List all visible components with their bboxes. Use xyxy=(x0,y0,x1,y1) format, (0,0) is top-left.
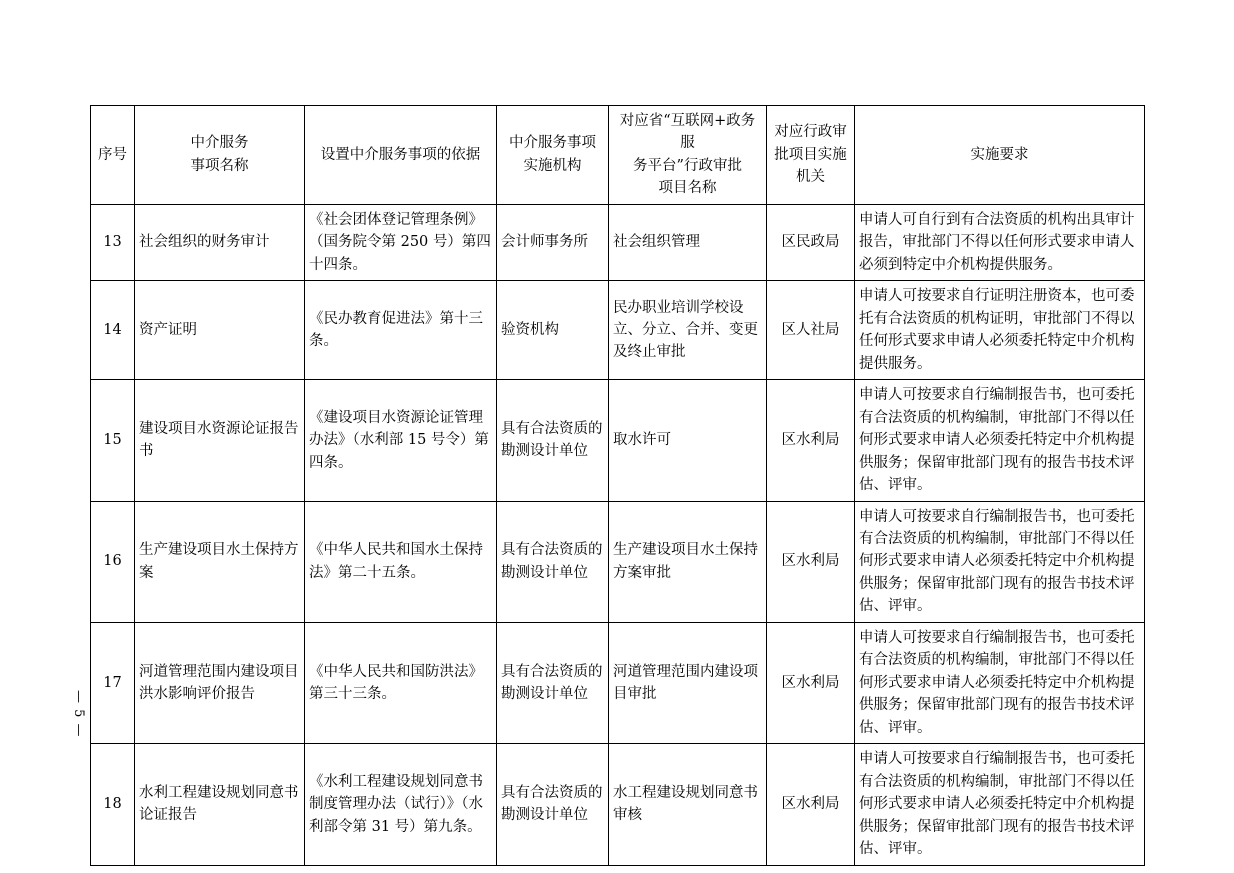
cell-index: 18 xyxy=(91,744,135,865)
column-header-service-name: 中介服务 事项名称 xyxy=(135,106,305,205)
cell-authority: 区民政局 xyxy=(767,204,855,280)
cell-requirement: 申请人可按要求自行编制报告书，也可委托有合法资质的机构编制，审批部门不得以任何形式要求申请人必须委托特定中介机构提供服务；保留审批部门现有的报告书技术评估、评审。 xyxy=(855,744,1145,865)
cell-basis: 《民办教育促进法》第十三条。 xyxy=(305,281,497,380)
column-header-agency: 中介服务事项 实施机构 xyxy=(497,106,609,205)
cell-service-name: 社会组织的财务审计 xyxy=(135,204,305,280)
cell-service-name: 河道管理范围内建设项目洪水影响评价报告 xyxy=(135,622,305,743)
cell-project-name: 民办职业培训学校设立、分立、合并、变更及终止审批 xyxy=(609,281,767,380)
cell-basis: 《中华人民共和国防洪法》第三十三条。 xyxy=(305,622,497,743)
column-header-index: 序号 xyxy=(91,106,135,205)
table-body xyxy=(91,204,1145,865)
cell-requirement: 申请人可按要求自行证明注册资本，也可委托有合法资质的机构证明，审批部门不得以任何形式要求申请人必须委托特定中介机构提供服务。 xyxy=(855,281,1145,380)
column-header-project-name: 对应省“互联网+政务服 务平台”行政审批 项目名称 xyxy=(609,106,767,205)
cell-authority: 区水利局 xyxy=(767,380,855,501)
cell-service-name: 生产建设项目水土保持方案 xyxy=(135,501,305,622)
intermediary-service-table xyxy=(90,105,1145,866)
column-header-authority: 对应行政审 批项目实施 机关 xyxy=(767,106,855,205)
cell-agency: 具有合法资质的勘测设计单位 xyxy=(497,744,609,865)
cell-index: 16 xyxy=(91,501,135,622)
cell-agency: 会计师事务所 xyxy=(497,204,609,280)
cell-service-name: 建设项目水资源论证报告书 xyxy=(135,380,305,501)
cell-project-name: 社会组织管理 xyxy=(609,204,767,280)
cell-service-name: 资产证明 xyxy=(135,281,305,380)
cell-requirement: 申请人可自行到有合法资质的机构出具审计报告，审批部门不得以任何形式要求申请人必须到特定中介机构提供服务。 xyxy=(855,204,1145,280)
cell-requirement: 申请人可按要求自行编制报告书，也可委托有合法资质的机构编制，审批部门不得以任何形式要求申请人必须委托特定中介机构提供服务；保留审批部门现有的报告书技术评估、评审。 xyxy=(855,380,1145,501)
cell-agency: 具有合法资质的勘测设计单位 xyxy=(497,501,609,622)
cell-authority: 区水利局 xyxy=(767,744,855,865)
table-row xyxy=(91,204,1145,280)
cell-authority: 区水利局 xyxy=(767,622,855,743)
header-row xyxy=(91,106,1145,205)
cell-project-name: 取水许可 xyxy=(609,380,767,501)
cell-project-name: 生产建设项目水土保持方案审批 xyxy=(609,501,767,622)
cell-service-name: 水利工程建设规划同意书论证报告 xyxy=(135,744,305,865)
table-header xyxy=(91,106,1145,205)
cell-authority: 区人社局 xyxy=(767,281,855,380)
table-row xyxy=(91,622,1145,743)
cell-index: 13 xyxy=(91,204,135,280)
table-row xyxy=(91,501,1145,622)
cell-basis: 《建设项目水资源论证管理办法》（水利部 15 号令）第四条。 xyxy=(305,380,497,501)
cell-index: 15 xyxy=(91,380,135,501)
cell-project-name: 河道管理范围内建设项目审批 xyxy=(609,622,767,743)
cell-requirement: 申请人可按要求自行编制报告书，也可委托有合法资质的机构编制，审批部门不得以任何形式要求申请人必须委托特定中介机构提供服务；保留审批部门现有的报告书技术评估、评审。 xyxy=(855,622,1145,743)
cell-agency: 具有合法资质的勘测设计单位 xyxy=(497,380,609,501)
cell-basis: 《中华人民共和国水土保持法》第二十五条。 xyxy=(305,501,497,622)
table-row xyxy=(91,380,1145,501)
cell-index: 14 xyxy=(91,281,135,380)
table-row xyxy=(91,744,1145,865)
column-header-basis: 设置中介服务事项的依据 xyxy=(305,106,497,205)
cell-index: 17 xyxy=(91,622,135,743)
cell-authority: 区水利局 xyxy=(767,501,855,622)
cell-agency: 验资机构 xyxy=(497,281,609,380)
cell-requirement: 申请人可按要求自行编制报告书，也可委托有合法资质的机构编制，审批部门不得以任何形式要求申请人必须委托特定中介机构提供服务；保留审批部门现有的报告书技术评估、评审。 xyxy=(855,501,1145,622)
cell-agency: 具有合法资质的勘测设计单位 xyxy=(497,622,609,743)
page-number: — 5 — xyxy=(71,690,86,738)
cell-basis: 《水利工程建设规划同意书制度管理办法（试行）》（水利部令第 31 号）第九条。 xyxy=(305,744,497,865)
cell-basis: 《社会团体登记管理条例》（国务院令第 250 号）第四十四条。 xyxy=(305,204,497,280)
cell-project-name: 水工程建设规划同意书审核 xyxy=(609,744,767,865)
table-row xyxy=(91,281,1145,380)
column-header-requirement: 实施要求 xyxy=(855,106,1145,205)
